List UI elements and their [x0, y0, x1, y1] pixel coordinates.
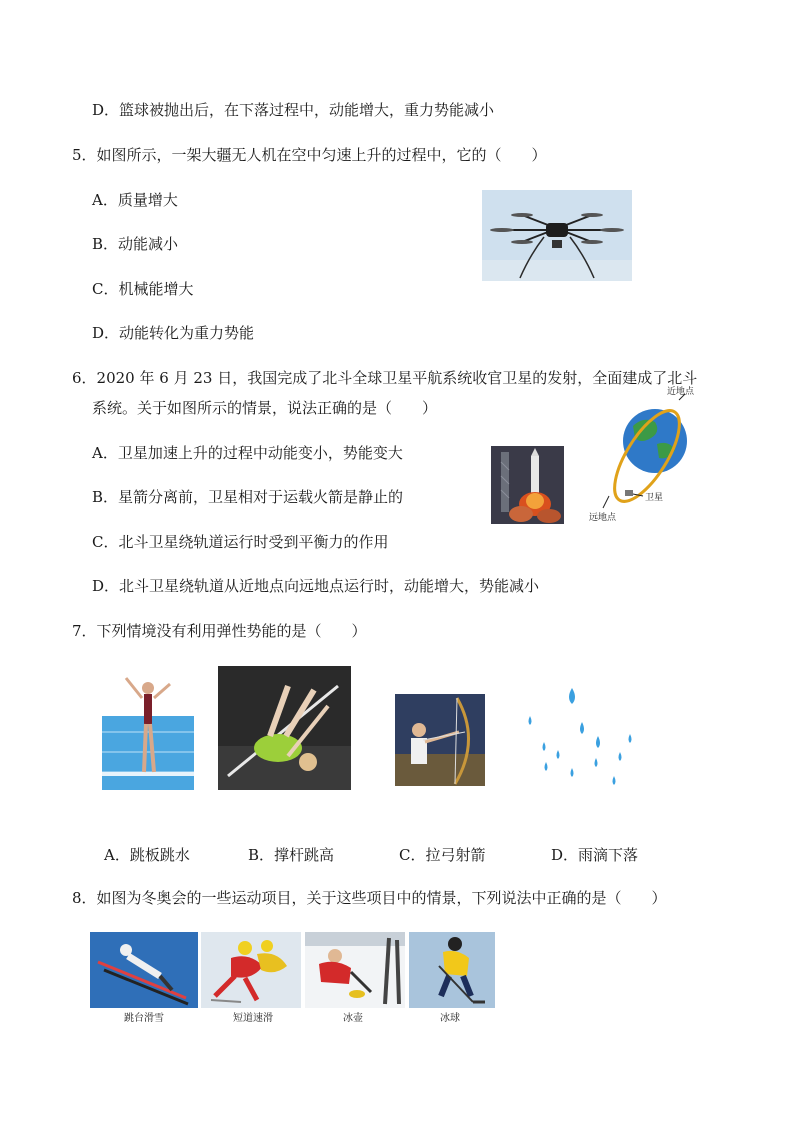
perigee-label: 远地点 — [589, 513, 617, 523]
q6-option-c: C．北斗卫星绕轨道运行时受到平衡力的作用 — [92, 533, 389, 551]
drone-image — [482, 190, 632, 281]
caption-curling: 冰壶 — [343, 1013, 363, 1024]
orbit-diagram — [585, 386, 715, 526]
q6-option-d: D．北斗卫星绕轨道从近地点向远地点运行时，动能增大，势能减小 — [92, 577, 540, 595]
q7-option-c: C．拉弓射箭 — [399, 846, 486, 864]
caption-ice-hockey: 冰球 — [440, 1013, 460, 1024]
archery-image — [395, 694, 485, 786]
q6-option-a: A．卫星加速上升的过程中动能变小，势能变大 — [92, 444, 403, 462]
q6-stem-line2: 系统。关于如图所示的情景，说法正确的是（ ） — [92, 399, 438, 417]
raindrops-image — [510, 688, 640, 788]
q6-stem-line1: 6．2020 年 6 月 23 日，我国完成了北斗全球卫星平航系统收官卫星的发射，全面建成了北斗 — [72, 369, 698, 387]
pole-vault-image — [218, 666, 351, 790]
ice-hockey-image — [409, 932, 495, 1008]
q8-stem: 8．如图为冬奥会的一些运动项目，关于这些项目中的情景，下列说法中正确的是（ ） — [72, 889, 667, 907]
q5-option-c: C．机械能增大 — [92, 280, 194, 298]
q7-option-a: A．跳板跳水 — [104, 846, 190, 864]
q7-option-b: B．撑杆跳高 — [248, 846, 335, 864]
short-track-image — [201, 932, 301, 1008]
q7-option-d: D．雨滴下落 — [551, 846, 639, 864]
satellite-icon — [625, 490, 633, 496]
q5-option-b: B．动能减小 — [92, 235, 179, 253]
q5-option-d: D．动能转化为重力势能 — [92, 324, 255, 342]
q4-option-d: D．篮球被抛出后，在下落过程中，动能增大，重力势能减小 — [92, 101, 495, 119]
q5-stem: 5．如图所示，一架大疆无人机在空中匀速上升的过程中，它的（ ） — [72, 146, 547, 164]
satellite-label: 卫星 — [645, 493, 664, 503]
q7-stem: 7．下列情境没有利用弹性势能的是（ ） — [72, 622, 367, 640]
q6-option-b: B．星箭分离前，卫星相对于运载火箭是静止的 — [92, 488, 404, 506]
caption-ski-jumping: 跳台滑雪 — [124, 1013, 164, 1024]
caption-short-track: 短道速滑 — [233, 1013, 273, 1024]
rocket-launch-image — [491, 446, 564, 524]
apogee-label: 近地点 — [667, 387, 695, 397]
q5-option-a: A．质量增大 — [92, 191, 178, 209]
ski-jumping-image — [90, 932, 198, 1008]
curling-image — [305, 932, 405, 1008]
diving-image — [102, 672, 194, 790]
